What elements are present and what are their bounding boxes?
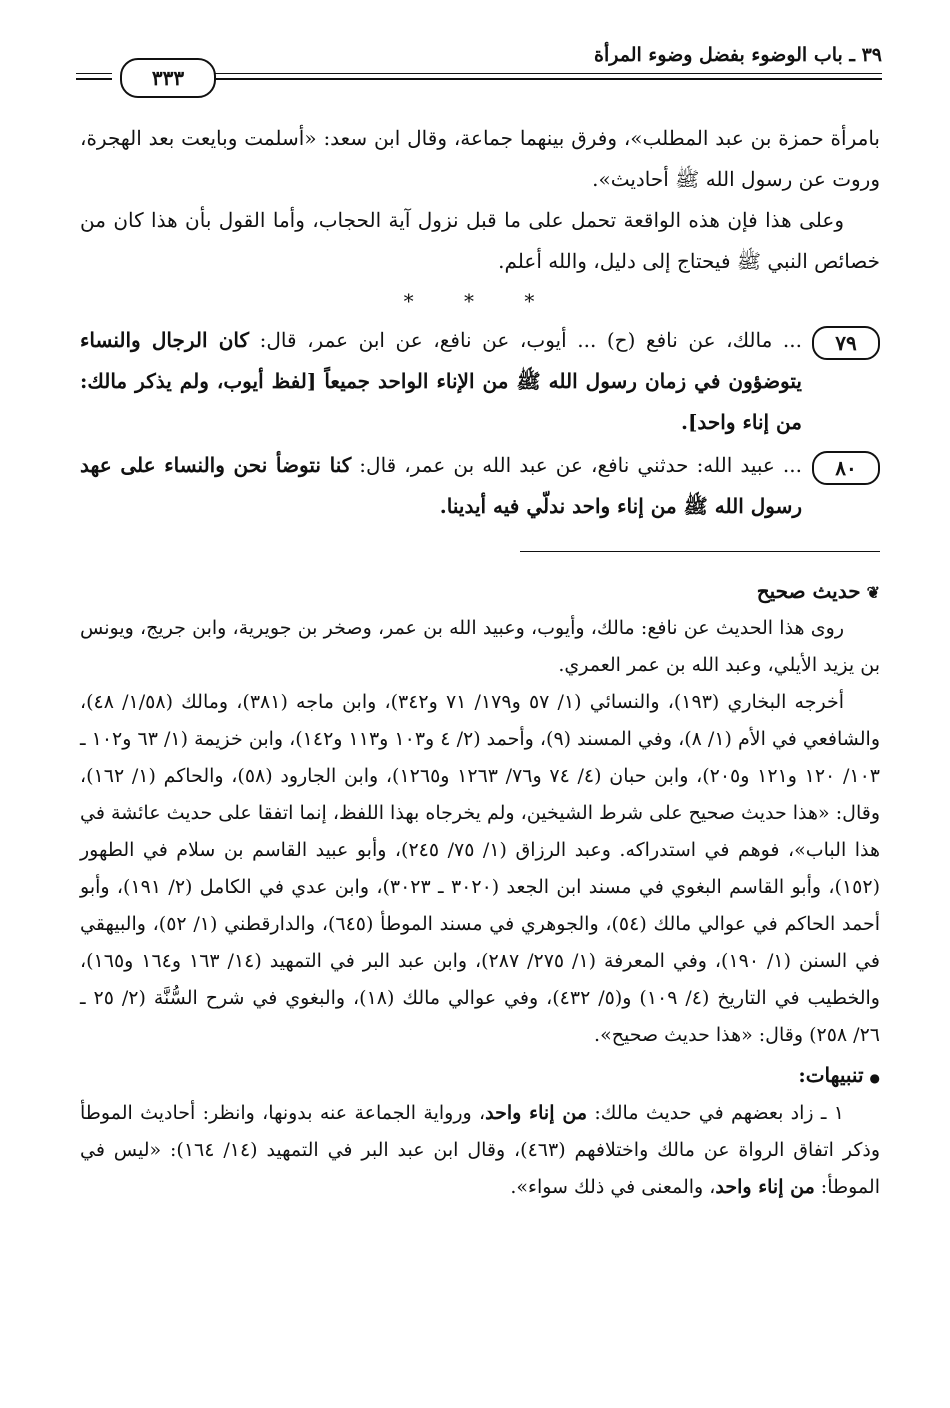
note-text: ١ ـ زاد بعضهم في حديث مالك:	[587, 1102, 844, 1124]
note-emphasis: من إناء واحد	[485, 1102, 588, 1124]
hadith-80	[80, 445, 880, 527]
hadith-text	[80, 445, 802, 527]
hadith-text	[80, 320, 802, 443]
section-divider-stars: * * *	[403, 289, 557, 313]
notes-heading	[80, 1058, 880, 1095]
bullet-icon: ●	[869, 1071, 880, 1085]
takhrij-paragraph: أخرجه البخاري (١٩٣)، والنسائي (١/ ٥٧ و١٧٩/ ٧١ و٣٤٢)، وابن ماجه (٣٨١)، ومالك (١/٥٨/ ٤٨)، والشافعي في الأم (١/ ٨)، وفي المسند (٩)، وأحمد (٢/ ٤ و١٠٣ و١١٣ و١٤٢)، وابن خزيمة (١/ ٦٣ و١٠٢ ـ ١٠٣/ ١٢٠ و١٢١ و٢٠٥)، وابن حبان (٤/ ٧٤ و٧٦/ ١٢٦٣ و١٢٦٥)، وابن الجارود (٥٨)، والحاكم (١/ ١٦٢)، وقال: «هذا حديث صحيح على شرط الشيخين، ولم يخرجاه بهذا اللفظ، إنما اتفقا على حديث عائشة في هذا الباب»، فوهم في استدراكه. وعبد الرزاق (١/ ٧٥/ ٢٤٥)، وأبو عبيد القاسم بن سلام في الطهور (١٥٢)، وأبو القاسم البغوي في مسند ابن الجعد (٣٠٢٠ ـ ٣٠٢٣)، وابن عدي في الكامل (٢/ ١٩١)، وأبو أحمد الحاكم في عوالي مالك (٥٤)، والجوهري في مسند الموطأ (٦٤٥)، والدارقطني (١/ ٥٢)، والبيهقي في السنن (١/ ١٩٠)، وفي المعرفة (١/ ٢٧٥/ ٢٨٧)، وابن عبد البر في التمهيد (١٤/ ١٦٣ و١٦٤ و١٦٥)، والخطيب في التاريخ (٤/ ١٠٩) و(٥/ ٤٣٢)، وفي عوالي مالك (١٨)، والبغوي في شرح السُّنَّة (٢/ ٢٥ ـ ٢٦/ ٢٥٨) وقال: «هذا حديث صحيح».	[80, 691, 880, 1046]
paragraph: بامرأة حمزة بن عبد المطلب»، وفرق بينهما جماعة، وقال ابن سعد: «أسلمت وبايعت بعد الهجرة، وروت عن رسول الله ﷺ أحاديث».	[80, 126, 880, 191]
hadith-number-badge: ٨٠	[812, 451, 880, 485]
running-title: ٣٩ ـ باب الوضوء بفضل وضوء المرأة	[594, 44, 882, 66]
notes-title: تنبيهات:	[798, 1063, 864, 1087]
hadith-number-badge: ٧٩	[812, 326, 880, 360]
header-rule	[76, 73, 112, 74]
header-rule	[214, 78, 882, 80]
header-rule	[76, 78, 112, 80]
hadith-chain: ... عبيد الله: حدثني نافع، عن عبد الله بن عمر، قال:	[351, 453, 802, 477]
hadith-matn: كنا نتوضأ نحن والنساء على عهد رسول الله ﷺ من إناء واحد ندلّي فيه أيدينا.	[80, 453, 802, 518]
grading-heading	[80, 574, 880, 610]
paragraph: وعلى هذا فإن هذه الواقعة تحمل على ما قبل نزول آية الحجاب، وأما القول بأن هذا كان من خصائص النبي ﷺ فيحتاج إلى دليل، والله أعلم.	[80, 208, 880, 273]
page-body	[80, 118, 880, 1206]
note-text: ، ورواية الجماعة عنه بدونها، وانظر: أحاديث الموطأ وذكر اتفاق الرواة عن مالك واختلافهم (٤٦٣)، وقال ابن عبد البر في التمهيد (١٤/ ١٦٤): «ليس في الموطأ:	[80, 1102, 880, 1198]
note-text: ، والمعنى في ذلك سواء».	[510, 1176, 716, 1198]
note-item	[80, 1095, 880, 1206]
narrators-paragraph: روى هذا الحديث عن نافع: مالك، وأيوب، وعبيد الله بن عمر، وصخر بن جويرية، وابن جريج، ويونس بن يزيد الأيلي، وعبد الله بن عمر العمري.	[80, 617, 880, 676]
ornament-icon: ❦	[866, 583, 880, 602]
hadith-79	[80, 320, 880, 443]
note-emphasis: من إناء واحد	[715, 1176, 815, 1198]
header-rule	[214, 73, 882, 74]
hadith-chain: ... مالك، عن نافع (ح) ... أيوب، عن نافع، عن ابن عمر، قال:	[249, 328, 802, 352]
page-header	[76, 40, 882, 98]
hadith-matn: كان الرجال والنساء يتوضؤون في زمان رسول الله ﷺ من الإناء الواحد جميعاً [لفظ أيوب، ولم يذكر مالك: من إناء واحد].	[80, 328, 802, 434]
grading-title: حديث صحيح	[756, 579, 861, 603]
page-number: ٣٣٣	[120, 58, 216, 98]
footnote-separator	[520, 551, 880, 552]
